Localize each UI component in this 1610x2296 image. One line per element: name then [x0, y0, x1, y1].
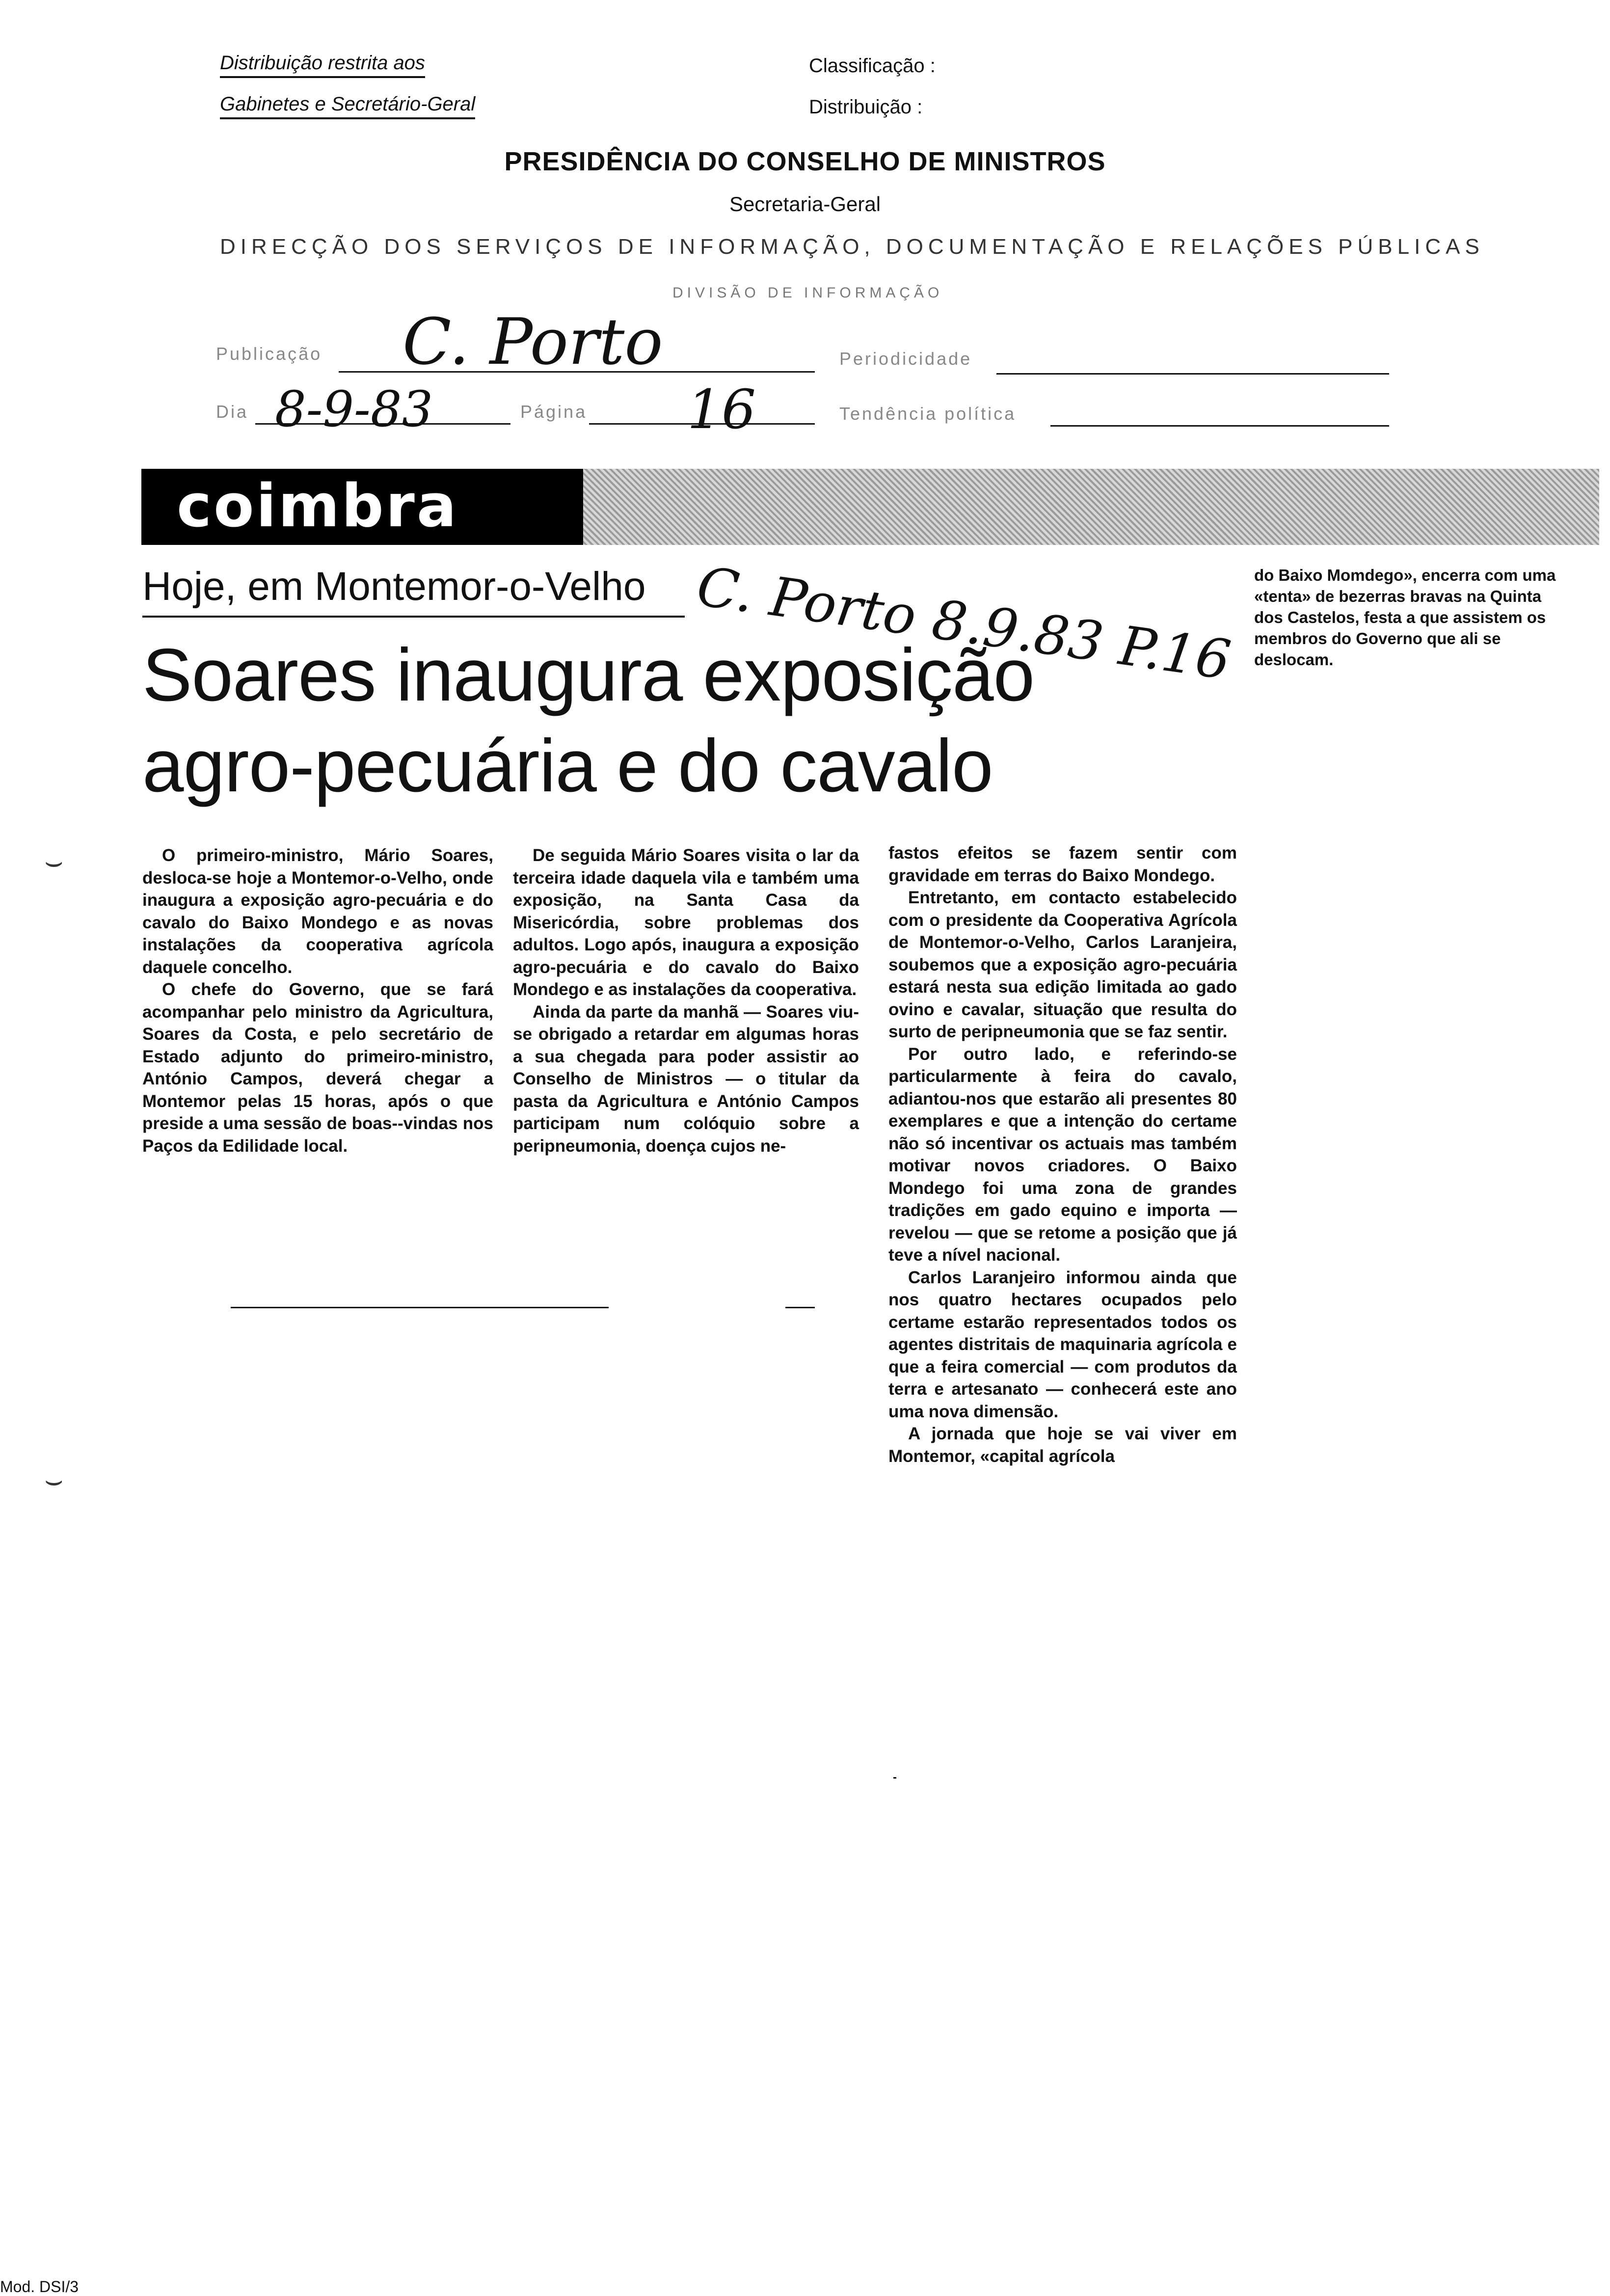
org-subtitle: Secretaria-Geral: [729, 192, 881, 216]
column-divider-rule: [231, 1307, 609, 1308]
pagina-label: Página: [520, 402, 588, 422]
org-title: PRESIDÊNCIA DO CONSELHO DE MINISTROS: [504, 147, 1106, 176]
column-divider-dash: [785, 1307, 815, 1308]
periodicidade-line: [996, 373, 1389, 375]
tendencia-line: [1050, 425, 1389, 427]
distribution-note-line2: Gabinetes e Secretário-Geral: [220, 93, 475, 119]
publicacao-label: Publicação: [216, 344, 322, 364]
col2-paragraph: Ainda da parte da manhã — Soares viu-se obrigado a retardar em algumas horas a sua chegada para poder assistir ao Conselho de Ministros — o titular da pasta da Agricultura e António Campos participam num colóquio sobre a peripneumonia, doença cujos ne-: [513, 1002, 859, 1156]
dia-label: Dia: [216, 402, 249, 422]
form-code: Mod. DSI/3: [0, 2278, 79, 2296]
col3-paragraph: Por outro lado, e referindo-se particularmente à feira do cavalo, adiantou-nos que estarão ali presentes 80 exemplares e que a intenção do certame não só incentivar os actuais mas também motivar novos criadores. O Baixo Mondego foi uma zona de grandes tradições em gado equino e importa — revelou — que se retome a posição que já teve a nível nacional.: [888, 1044, 1237, 1265]
col2-paragraph: De seguida Mário Soares visita o lar da terceira idade daquela vila e também uma exposição, na Santa Casa da Misericórdia, sobre problemas dos adultos. Logo após, inaugura a exposição agro-pecuária e do cavalo do Baixo Mondego e as instalações da cooperativa.: [513, 846, 859, 999]
pagina-handwritten: 16: [687, 378, 756, 441]
section-banner-title: coimbra: [177, 472, 458, 540]
punch-hole-mark-icon: ⌣: [44, 845, 64, 878]
article-kicker: Hoje, em Montemor-o-Velho: [142, 564, 646, 609]
col3-paragraph: Entretanto, em contacto estabelecido com o presidente da Cooperativa Agrícola de Montemor-o-Velho, Carlos Laranjeira, soubemos que a exposição agro-pecuária estará nesta sua edição limitada ao gado ovino e cavalar, situação que resulta do surto de peripneumonia que se faz sentir.: [888, 888, 1237, 1041]
article-column-1: [142, 844, 493, 1157]
department-name: DIRECÇÃO DOS SERVIÇOS DE INFORMAÇÃO, DOCUMENTAÇÃO E RELAÇÕES PÚBLICAS: [220, 235, 1484, 259]
distribution-note-line1: Distribuição restrita aos: [220, 52, 425, 78]
kicker-rule: [142, 616, 685, 618]
col3-paragraph: Carlos Laranjeiro informou ainda que nos quatro hectares ocupados pelo certame estarão representados todos os agentes distritais de maquinaria agrícola e que a feira comercial — com produtos da terra e artesanato — conhecerá este ano uma nova dimensão.: [888, 1268, 1237, 1421]
article-column-2: [513, 844, 859, 1157]
column-end-mark: [893, 1777, 896, 1779]
dia-handwritten: 8-9-83: [275, 380, 433, 438]
classification-label: Classificação :: [809, 55, 936, 77]
col3-paragraph: A jornada que hoje se vai viver em Montemor, «capital agrícola: [888, 1424, 1237, 1466]
article-column-3: [888, 842, 1237, 1467]
col1-paragraph: O primeiro-ministro, Mário Soares, desloca-se hoje a Montemor-o-Velho, onde inaugura a exposição agro-pecuária e do cavalo do Baixo Mondego e as novas instalações da cooperativa agrícola daquele concelho.: [142, 846, 493, 977]
col1-paragraph: O chefe do Governo, que se fará acompanhar pelo ministro da Agricultura, Soares da Costa, e pelo secretário de Estado adjunto do primeiro-ministro, António Campos, deverá chegar a Montemor pelas 15 horas, após o que preside a uma sessão de boas--vindas nos Paços da Edilidade local.: [142, 980, 493, 1156]
handwritten-source-note: C. Porto 8.9.83 P.16: [693, 555, 1234, 692]
punch-hole-mark-icon: ⌣: [44, 1463, 64, 1496]
publicacao-handwritten: C. Porto: [402, 304, 663, 379]
col3-paragraph: fastos efeitos se fazem sentir com gravidade em terras do Baixo Mondego.: [888, 843, 1237, 885]
tendencia-label: Tendência política: [839, 404, 1017, 424]
periodicidade-label: Periodicidade: [839, 349, 972, 369]
division-name: DIVISÃO DE INFORMAÇÃO: [672, 285, 943, 301]
distribution-label: Distribuição :: [809, 96, 923, 118]
headline-line1: Soares inaugura exposição: [142, 633, 1035, 717]
headline-line2: agro-pecuária e do cavalo: [142, 724, 993, 808]
sidebar-text: do Baixo Momdego», encerra com uma «tenta» de bezerras bravas na Quinta dos Castelos, festa a que assistem os membros do Governo que ali se deslocam.: [1254, 566, 1556, 669]
